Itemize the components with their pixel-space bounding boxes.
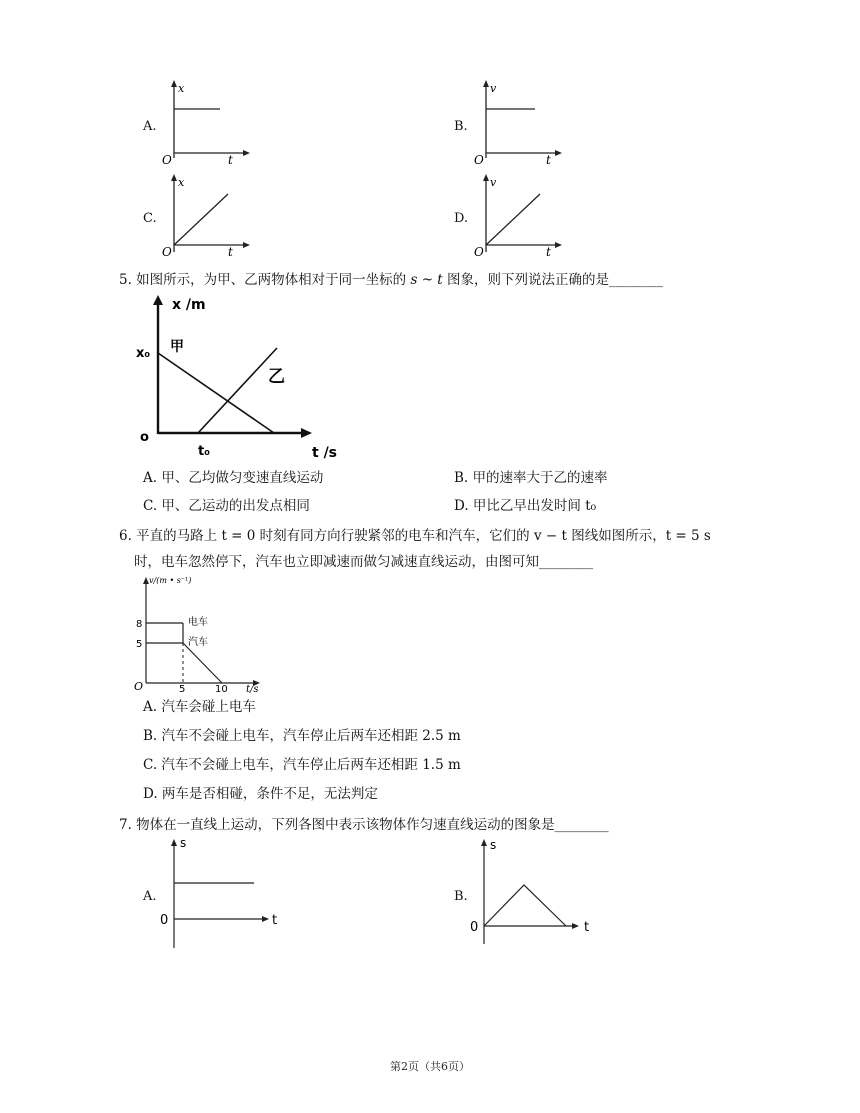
- q4-option-c-label: C.: [143, 211, 157, 226]
- yi-label: 乙: [268, 367, 285, 387]
- axis-label-v: v: [490, 82, 497, 95]
- q7-stem: 7. 物体在一直线上运动，下列各图中表示该物体作匀速直线运动的图象是________: [119, 817, 609, 833]
- tick-5: 5: [136, 639, 143, 650]
- q7-option-a-label: A.: [143, 889, 157, 904]
- q4-graph-a: [158, 78, 250, 166]
- q7-option-b-label: B.: [454, 889, 468, 904]
- q5-option-b[interactable]: B. 甲的速率大于乙的速率: [454, 470, 608, 486]
- page-footer: 第2页（共6页）: [390, 1060, 470, 1073]
- svg-text:t: t: [546, 245, 551, 259]
- graph-line: [486, 194, 540, 245]
- svg-text:t: t: [546, 153, 551, 166]
- jia-label: 甲: [170, 339, 184, 355]
- q4-option-a-label: A.: [143, 119, 157, 134]
- tick-x5: 5: [179, 684, 186, 695]
- q4-option-d-label: D.: [454, 211, 469, 226]
- x-axis-label: t/s: [246, 684, 259, 695]
- svg-text:O: O: [474, 245, 484, 259]
- axis-label-t: t: [228, 153, 233, 166]
- q6-stem-line2: 时，电车忽然停下，汽车也立即减速而做匀减速直线运动，由图可知________: [134, 554, 593, 570]
- x-arrow: [243, 150, 250, 156]
- y-axis-label: v/(m • s⁻¹): [149, 576, 192, 585]
- zero-label: 0: [160, 913, 169, 928]
- tick-8: 8: [136, 619, 143, 630]
- q5-graph: [134, 293, 344, 461]
- svg-text:O: O: [474, 153, 484, 166]
- q6-option-c[interactable]: C. 汽车不会碰上电车，汽车停止后两车还相距 1.5 m: [143, 757, 461, 773]
- q4-graph-d: [470, 172, 562, 260]
- q5-option-a[interactable]: A. 甲、乙均做匀变速直线运动: [143, 470, 324, 486]
- q6-stem-line1: 6. 平直的马路上 t = 0 时刻有同方向行驶紧邻的电车和汽车，它们的 v − t 图线如图所示，t = 5 s: [119, 528, 711, 544]
- svg-text:0: 0: [470, 920, 479, 935]
- q4-graph-b: [470, 78, 562, 166]
- q5-stem: 5. 如图所示，为甲、乙两物体相对于同一坐标的 s ~ t 图象，则下列说法正确的是________: [119, 272, 664, 288]
- graph-line: [174, 194, 228, 245]
- svg-text:x: x: [178, 176, 185, 189]
- svg-text:t: t: [228, 245, 233, 259]
- q7-graph-a: [156, 834, 286, 950]
- y-arrow: [171, 80, 177, 87]
- q5-option-c[interactable]: C. 甲、乙运动的出发点相同: [143, 498, 310, 514]
- y-axis-label: x /m: [172, 297, 206, 313]
- svg-text:v: v: [490, 176, 497, 189]
- svg-text:s: s: [490, 838, 497, 852]
- axis-label-t: t: [272, 913, 278, 928]
- x0-label: x₀: [136, 346, 151, 361]
- axis-label-x: x: [178, 82, 185, 95]
- q6-graph: [132, 573, 272, 695]
- origin-label: O: [162, 153, 172, 166]
- origin-label: O: [134, 680, 144, 693]
- q4-option-b-label: B.: [454, 119, 468, 134]
- axis-label-s: s: [180, 836, 187, 850]
- svg-text:O: O: [162, 245, 172, 259]
- t0-label: t₀: [198, 444, 210, 459]
- q5-option-d[interactable]: D. 甲比乙早出发时间 t₀: [454, 498, 597, 514]
- q6-option-a[interactable]: A. 汽车会碰上电车: [143, 699, 256, 715]
- q7-graph-b: [468, 834, 608, 950]
- car-label: 汽车: [188, 637, 208, 648]
- q6-option-b[interactable]: B. 汽车不会碰上电车，汽车停止后两车还相距 2.5 m: [143, 728, 461, 744]
- q4-graph-c: [158, 172, 250, 260]
- tick-x10: 10: [215, 684, 228, 695]
- origin-label: o: [140, 430, 149, 445]
- car-decel-line: [183, 643, 222, 683]
- graph-line: [484, 885, 566, 926]
- tram-label: 电车: [188, 617, 208, 628]
- q6-option-d[interactable]: D. 两车是否相碰，条件不足，无法判定: [143, 786, 378, 802]
- svg-text:t: t: [584, 920, 590, 935]
- x-axis-label: t /s: [312, 445, 338, 461]
